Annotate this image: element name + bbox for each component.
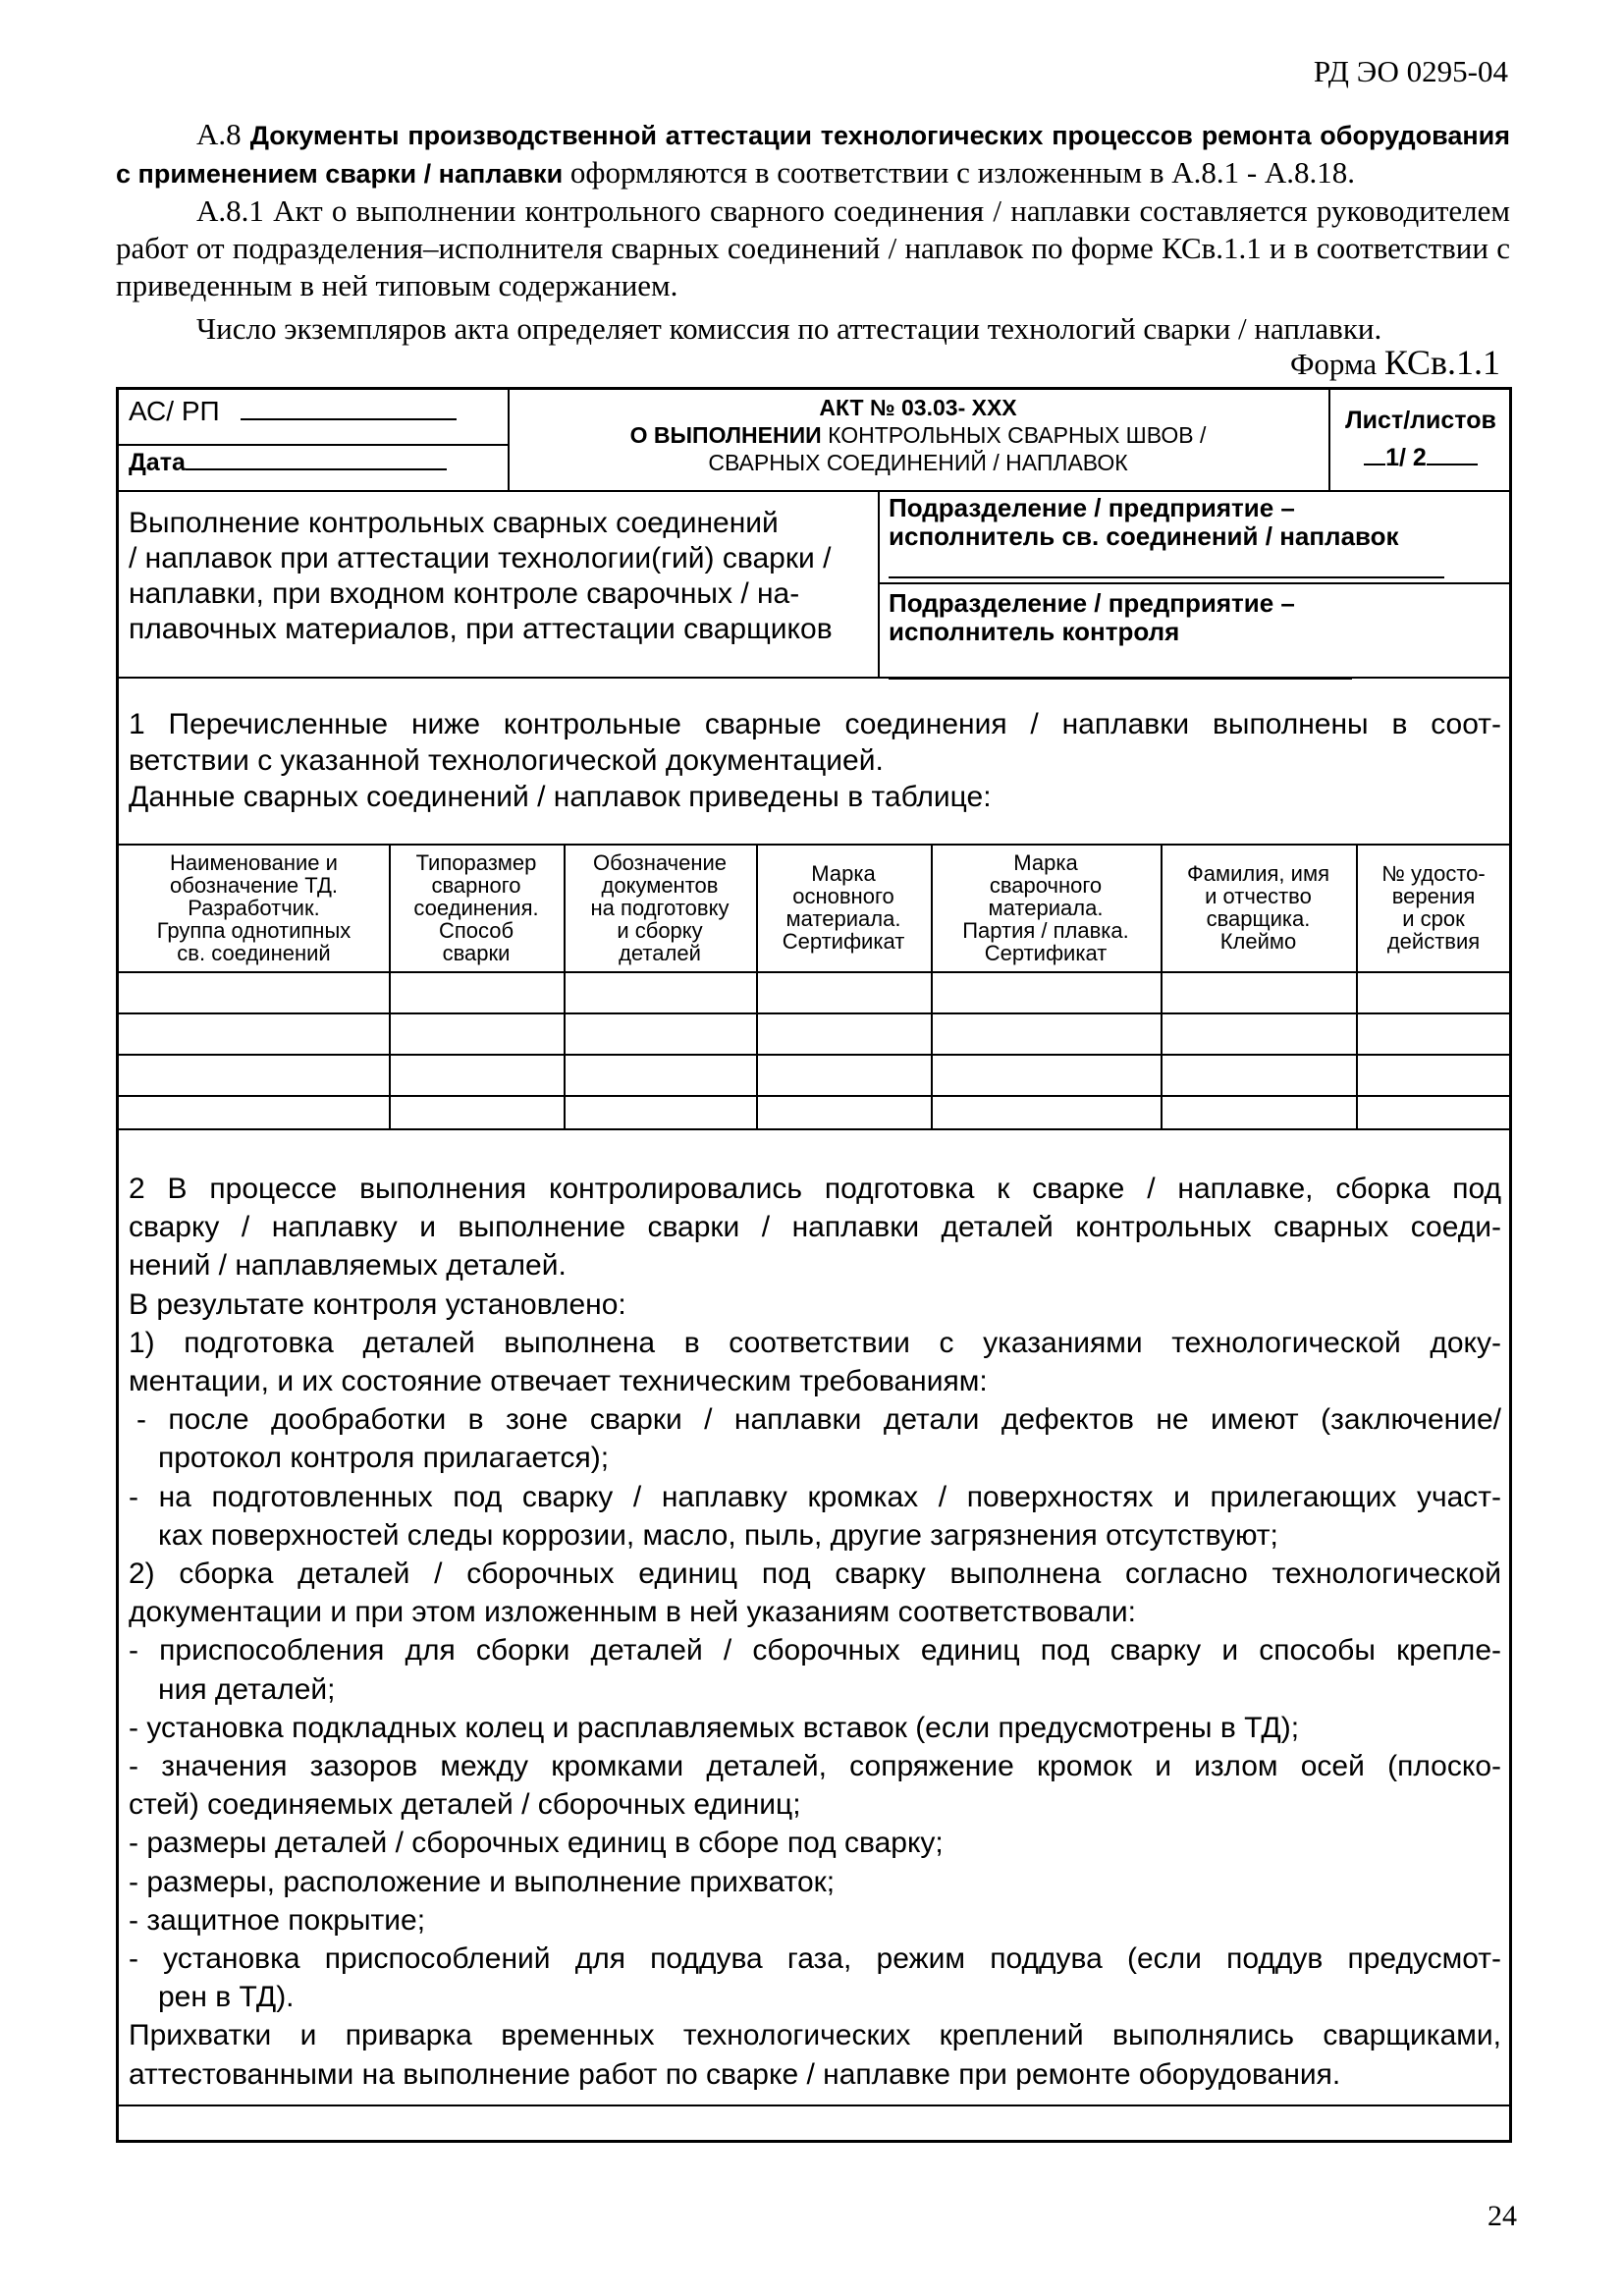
col-header-line: сварочного	[989, 872, 1103, 898]
section-2-line: 2) сборка деталей / сборочных единиц под сварку выполнена согласно технологической	[129, 1558, 1501, 1591]
section-2-line: протокол контроля прилагается);	[158, 1442, 610, 1475]
col-header-line: материала.	[988, 895, 1104, 920]
col-header-line: и сборку	[617, 917, 703, 943]
section-1-line: Данные сварных соединений / наплавок приведены в таблице:	[129, 781, 992, 813]
document-code: РД ЭО 0295-04	[1313, 54, 1508, 88]
col-header-line: Обозначение	[592, 849, 728, 875]
col-header-line: Группа однотипных	[156, 917, 352, 943]
col-header-line: обозначение ТД.	[169, 872, 338, 898]
act-title-rest: КОНТРОЛЬНЫХ СВАРНЫХ ШВОВ /	[828, 422, 1207, 448]
controller-blank[interactable]	[889, 646, 1352, 680]
welds-table	[119, 844, 1509, 1128]
section-2-line: - после дообработки в зоне сварки / наплавки детали дефектов не имеют (заключение/	[136, 1403, 1501, 1437]
sheet-blank-left	[1364, 464, 1385, 465]
purpose-line: / наплавок при аттестации технологии(гий) сварки /	[129, 542, 832, 574]
section-2-line: В результате контроля установлено:	[129, 1287, 626, 1321]
col-header-documents	[566, 844, 754, 971]
col-header-line: Фамилия, имя	[1187, 861, 1329, 886]
section-2-line: - размеры деталей / сборочных единиц в сборе под сварку;	[129, 1827, 944, 1860]
col-header-line: Сертификат	[782, 929, 905, 954]
section-1	[129, 706, 1501, 815]
date-label: Дата	[129, 449, 186, 476]
col-header-line: и срок	[1402, 906, 1465, 931]
col-header-line: деталей	[619, 940, 701, 965]
col-header-line: соединения.	[413, 895, 539, 920]
col-header-line: верения	[1391, 884, 1476, 908]
page-number: 24	[1488, 2200, 1517, 2232]
date-field	[129, 449, 502, 477]
executor-block	[889, 494, 1507, 578]
section-2-line: - защитное покрытие;	[129, 1903, 426, 1937]
divider	[119, 677, 1509, 679]
as-rp-field	[129, 396, 502, 427]
purpose-text	[129, 506, 875, 647]
a8-rest: оформляются в соответствии с изложенным в А.8.1 - А.8.18.	[569, 155, 1356, 190]
intro-text	[116, 116, 1510, 348]
col-header-welding-material	[933, 844, 1159, 971]
divider	[878, 490, 880, 679]
col-header-line: Марка	[1013, 849, 1078, 875]
section-2-line: ментации, и их состояние отвечает техническим требованиям:	[129, 1365, 988, 1398]
col-header-line: № удосто-	[1381, 861, 1486, 886]
section-2-line: стей) соединяемых деталей / сборочных единиц;	[129, 1788, 801, 1822]
as-rp-label: АС/ РП	[129, 396, 220, 426]
paragraph-copies: Число экземпляров акта определяет комиссия по аттестации технологий сварки / наплавки.	[196, 311, 1382, 346]
paragraph-a81: А.8.1 Акт о выполнении контрольного сварного соединения / наплавки составляется руководителем работ от подразделения–исполнителя сварных соединений / наплавок по форме КСв.1.1 и в соответствии с приведенным в ней типовым содержанием.	[116, 193, 1510, 302]
act-title-block	[510, 394, 1326, 476]
a8-bold-title: Документы производственной аттестации технологических процессов ремонта оборудования с применением сварки / наплавки	[116, 121, 1510, 189]
act-title-line2: СВАРНЫХ СОЕДИНЕНИЙ / НАПЛАВОК	[708, 450, 1128, 475]
col-header-line: действия	[1386, 929, 1481, 954]
executor-label-line2: исполнитель св. соединений / наплавок	[889, 521, 1399, 551]
col-header-line: св. соединений	[177, 940, 331, 965]
act-form	[116, 387, 1512, 2143]
purpose-line: Выполнение контрольных сварных соединений	[129, 507, 779, 539]
col-header-line: сварщика.	[1206, 906, 1311, 931]
divider	[119, 1128, 1509, 1130]
col-header-line: Разработчик.	[188, 895, 320, 920]
controller-block	[889, 589, 1507, 680]
section-2-line: сварку / наплавку и выполнение сварки / наплавки деталей контрольных сварных соеди-	[129, 1211, 1501, 1244]
col-header-line: материала.	[785, 906, 901, 931]
section-2-line: ках поверхностей следы коррозии, масло, пыль, другие загрязнения отсутствуют;	[158, 1518, 1278, 1552]
section-2-line: - значения зазоров между кромками деталей, сопряжение кромок и излом осей (плоско-	[129, 1750, 1501, 1783]
section-2-line: аттестованными на выполнение работ по сварке / наплавке при ремонте оборудования.	[129, 2057, 1341, 2091]
section-2-line: 1) подготовка деталей выполнена в соответствии с указаниями технологической доку-	[129, 1326, 1501, 1359]
section-2	[129, 1170, 1501, 2094]
col-header-certificate	[1358, 844, 1509, 971]
section-2-line: - размеры, расположение и выполнение прихваток;	[129, 1865, 836, 1898]
divider	[119, 1012, 1509, 1014]
divider	[119, 1095, 1509, 1097]
col-header-line: документов	[601, 872, 719, 898]
divider	[119, 2105, 1509, 2106]
section-2-line: - приспособления для сборки деталей / сборочных единиц под сварку и способы крепле-	[129, 1634, 1501, 1667]
col-header-welder	[1163, 844, 1354, 971]
divider	[878, 582, 1509, 584]
sheet-blank-right	[1427, 464, 1478, 465]
as-rp-blank[interactable]	[241, 418, 457, 420]
col-header-line: Марка	[811, 861, 876, 886]
date-blank[interactable]	[186, 468, 447, 470]
col-header-line: сварки	[442, 940, 511, 965]
section-1-line: 1 Перечисленные ниже контрольные сварные соединения / наплавки выполнены в соот-	[129, 708, 1501, 740]
section-2-line: - установка приспособлений для поддува газа, режим поддува (если поддув предусмот-	[129, 1942, 1501, 1976]
col-header-line: Типоразмер	[415, 849, 537, 875]
act-number: АКТ № 03.03- ХХХ	[819, 395, 1017, 420]
a8-number: А.8	[196, 117, 242, 151]
col-header-line: на подготовку	[590, 895, 730, 920]
controller-label-line1: Подразделение / предприятие –	[889, 588, 1295, 618]
col-header-line: сварного	[431, 872, 521, 898]
form-label	[1290, 342, 1500, 383]
sheet-value: 1/ 2	[1385, 444, 1427, 471]
divider	[119, 1054, 1509, 1056]
divider	[119, 971, 1509, 973]
purpose-line: наплавки, при входном контроле сварочных / на-	[129, 577, 800, 610]
section-1-line: ветствии с указанной технологической документацией.	[129, 744, 884, 777]
controller-label-line2: исполнитель контроля	[889, 617, 1180, 646]
section-2-line: ния деталей;	[158, 1672, 336, 1706]
executor-blank[interactable]	[889, 551, 1444, 578]
section-2-line: 2 В процессе выполнения контролировались подготовка к сварке / наплавке, сборка под	[129, 1173, 1501, 1205]
col-header-td	[121, 844, 387, 971]
act-title-bold: О ВЫПОЛНЕНИИ	[629, 422, 822, 448]
section-2-line: - установка подкладных колец и расплавляемых вставок (если предусмотрены в ТД);	[129, 1711, 1300, 1744]
section-2-line: документации и при этом изложенным в ней указаниям соответствовали:	[129, 1596, 1137, 1629]
divider	[119, 490, 1509, 492]
col-header-line: Наименование и	[170, 849, 338, 875]
col-header-base-material	[758, 844, 929, 971]
col-header-joint-size	[391, 844, 562, 971]
purpose-line: плавочных материалов, при аттестации сварщиков	[129, 613, 833, 645]
divider	[119, 444, 508, 446]
sheet-block	[1330, 402, 1511, 476]
paragraph-a8	[116, 116, 1510, 192]
col-header-line: Способ	[438, 917, 514, 943]
executor-label-line1: Подразделение / предприятие –	[889, 493, 1295, 522]
form-code: КСв.1.1	[1383, 343, 1500, 382]
section-2-line: Прихватки и приварка временных технологических креплений выполнялись сварщиками,	[129, 2019, 1501, 2052]
col-header-line: Клеймо	[1219, 929, 1297, 954]
col-header-line: Сертификат	[984, 940, 1108, 965]
col-header-line: и отчество	[1205, 884, 1312, 908]
section-2-line: рен в ТД).	[158, 1981, 295, 2014]
sheet-label: Лист/листов	[1345, 407, 1496, 434]
col-header-line: Партия / плавка.	[962, 917, 1129, 943]
col-header-line: основного	[792, 884, 894, 908]
form-label-prefix: Форма	[1289, 347, 1378, 381]
section-2-line: нений / наплавляемых деталей.	[129, 1249, 567, 1283]
section-2-line: - на подготовленных под сварку / наплавку кромках / поверхностях и прилегающих участ-	[129, 1480, 1501, 1513]
